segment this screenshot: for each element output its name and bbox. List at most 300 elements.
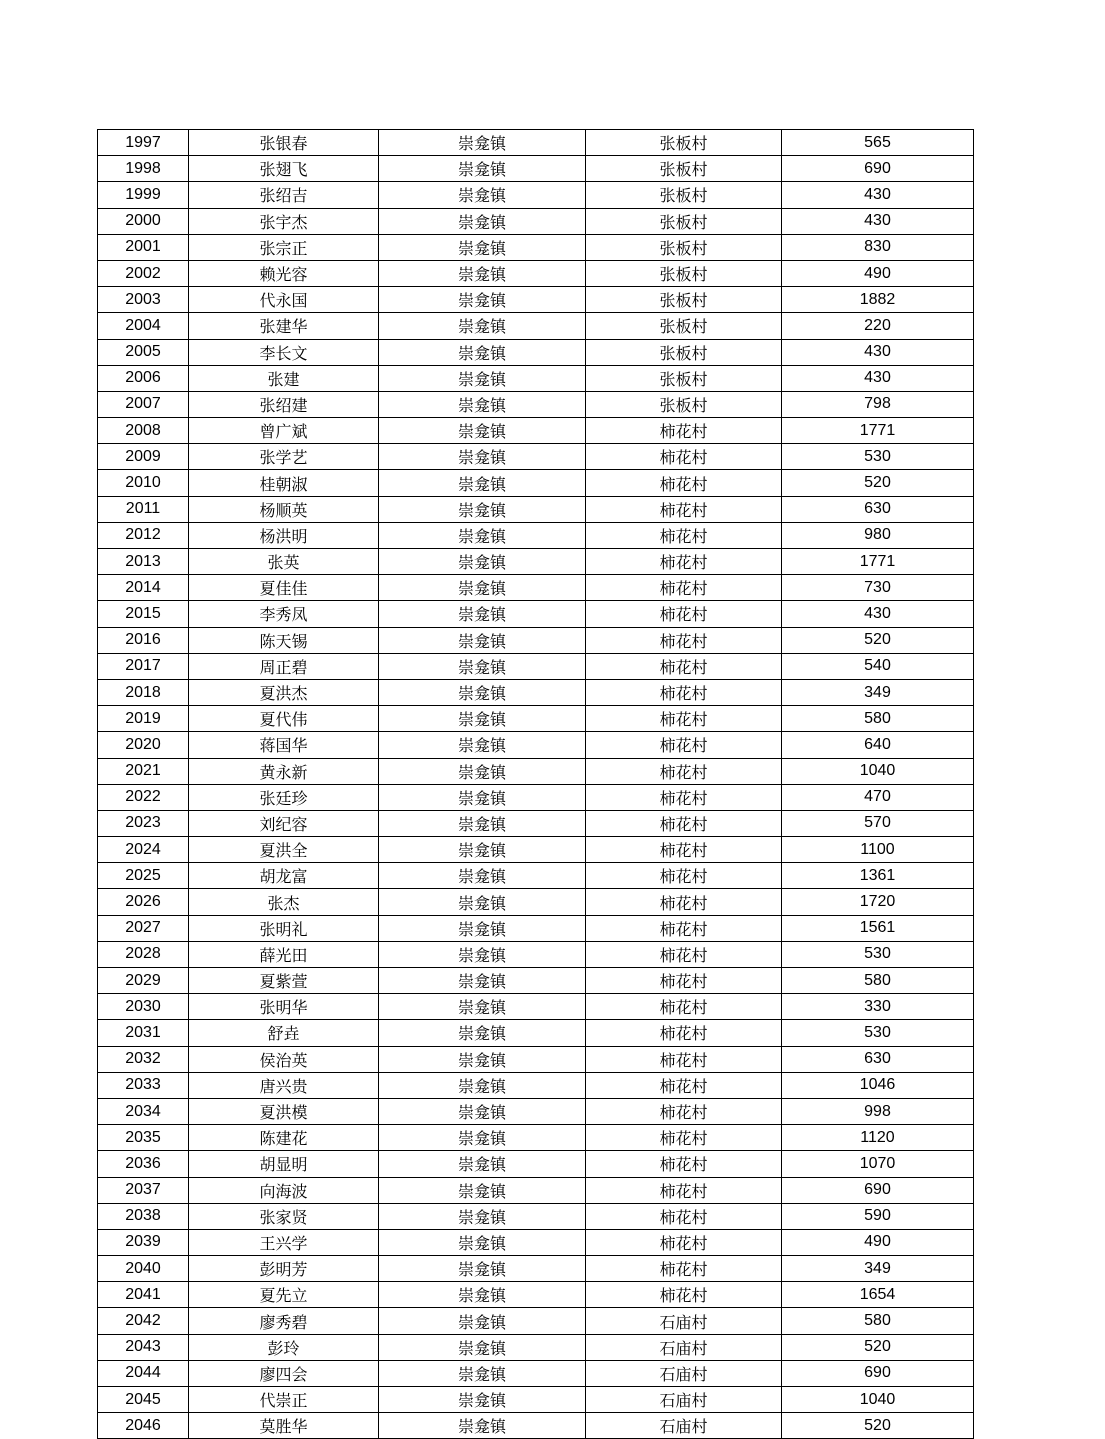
town-cell: 崇龛镇 xyxy=(379,758,586,784)
amount-cell: 998 xyxy=(782,1098,974,1124)
town-cell: 崇龛镇 xyxy=(379,627,586,653)
name-cell: 张学艺 xyxy=(189,444,379,470)
town-cell: 崇龛镇 xyxy=(379,1020,586,1046)
village-cell: 柿花村 xyxy=(586,575,782,601)
name-cell: 舒垚 xyxy=(189,1020,379,1046)
village-cell: 柿花村 xyxy=(586,1151,782,1177)
village-cell: 柿花村 xyxy=(586,1203,782,1229)
serial-number-cell: 2014 xyxy=(98,575,189,601)
village-cell: 张板村 xyxy=(586,182,782,208)
serial-number-cell: 2035 xyxy=(98,1125,189,1151)
village-cell: 张板村 xyxy=(586,287,782,313)
serial-number-cell: 2008 xyxy=(98,418,189,444)
amount-cell: 640 xyxy=(782,732,974,758)
name-cell: 夏洪杰 xyxy=(189,679,379,705)
name-cell: 杨顺英 xyxy=(189,496,379,522)
table-row xyxy=(98,208,974,234)
name-cell: 胡龙富 xyxy=(189,863,379,889)
amount-cell: 1100 xyxy=(782,837,974,863)
amount-cell: 1654 xyxy=(782,1282,974,1308)
town-cell: 崇龛镇 xyxy=(379,994,586,1020)
name-cell: 张绍吉 xyxy=(189,182,379,208)
table-row xyxy=(98,653,974,679)
serial-number-cell: 2025 xyxy=(98,863,189,889)
town-cell: 崇龛镇 xyxy=(379,732,586,758)
serial-number-cell: 2016 xyxy=(98,627,189,653)
town-cell: 崇龛镇 xyxy=(379,1098,586,1124)
table-row xyxy=(98,1151,974,1177)
town-cell: 崇龛镇 xyxy=(379,784,586,810)
serial-number-cell: 2024 xyxy=(98,837,189,863)
serial-number-cell: 2006 xyxy=(98,365,189,391)
name-cell: 桂朝淑 xyxy=(189,470,379,496)
amount-cell: 520 xyxy=(782,1334,974,1360)
name-cell: 赖光容 xyxy=(189,260,379,286)
serial-number-cell: 2044 xyxy=(98,1360,189,1386)
table-row xyxy=(98,1256,974,1282)
table-row xyxy=(98,679,974,705)
village-cell: 柿花村 xyxy=(586,863,782,889)
town-cell: 崇龛镇 xyxy=(379,1387,586,1413)
amount-cell: 490 xyxy=(782,260,974,286)
table-row xyxy=(98,522,974,548)
village-cell: 柿花村 xyxy=(586,1072,782,1098)
village-cell: 柿花村 xyxy=(586,1046,782,1072)
table-row xyxy=(98,470,974,496)
village-cell: 张板村 xyxy=(586,365,782,391)
amount-cell: 1046 xyxy=(782,1072,974,1098)
name-cell: 李秀凤 xyxy=(189,601,379,627)
serial-number-cell: 2034 xyxy=(98,1098,189,1124)
village-cell: 柿花村 xyxy=(586,1020,782,1046)
town-cell: 崇龛镇 xyxy=(379,391,586,417)
table-row xyxy=(98,601,974,627)
name-cell: 张绍建 xyxy=(189,391,379,417)
amount-cell: 530 xyxy=(782,1020,974,1046)
amount-cell: 1720 xyxy=(782,889,974,915)
town-cell: 崇龛镇 xyxy=(379,941,586,967)
name-cell: 侯治英 xyxy=(189,1046,379,1072)
serial-number-cell: 1997 xyxy=(98,130,189,156)
name-cell: 张宇杰 xyxy=(189,208,379,234)
town-cell: 崇龛镇 xyxy=(379,863,586,889)
name-cell: 夏紫萱 xyxy=(189,968,379,994)
town-cell: 崇龛镇 xyxy=(379,234,586,260)
amount-cell: 798 xyxy=(782,391,974,417)
table-row xyxy=(98,941,974,967)
serial-number-cell: 2017 xyxy=(98,653,189,679)
town-cell: 崇龛镇 xyxy=(379,679,586,705)
serial-number-cell: 2026 xyxy=(98,889,189,915)
table-row xyxy=(98,549,974,575)
amount-cell: 540 xyxy=(782,653,974,679)
table-row xyxy=(98,1282,974,1308)
town-cell: 崇龛镇 xyxy=(379,1203,586,1229)
serial-number-cell: 2013 xyxy=(98,549,189,575)
town-cell: 崇龛镇 xyxy=(379,889,586,915)
name-cell: 刘纪容 xyxy=(189,810,379,836)
name-cell: 夏先立 xyxy=(189,1282,379,1308)
village-cell: 柿花村 xyxy=(586,470,782,496)
town-cell: 崇龛镇 xyxy=(379,837,586,863)
village-cell: 石庙村 xyxy=(586,1387,782,1413)
serial-number-cell: 2020 xyxy=(98,732,189,758)
town-cell: 崇龛镇 xyxy=(379,915,586,941)
amount-cell: 690 xyxy=(782,1360,974,1386)
serial-number-cell: 2033 xyxy=(98,1072,189,1098)
table-row xyxy=(98,313,974,339)
amount-cell: 630 xyxy=(782,1046,974,1072)
name-cell: 王兴学 xyxy=(189,1229,379,1255)
table-row xyxy=(98,130,974,156)
table-row xyxy=(98,391,974,417)
name-cell: 张翅飞 xyxy=(189,156,379,182)
name-cell: 莫胜华 xyxy=(189,1413,379,1439)
name-cell: 张明礼 xyxy=(189,915,379,941)
amount-cell: 220 xyxy=(782,313,974,339)
serial-number-cell: 2030 xyxy=(98,994,189,1020)
amount-cell: 430 xyxy=(782,365,974,391)
village-cell: 柿花村 xyxy=(586,784,782,810)
amount-cell: 570 xyxy=(782,810,974,836)
town-cell: 崇龛镇 xyxy=(379,1046,586,1072)
table-row xyxy=(98,444,974,470)
amount-cell: 1040 xyxy=(782,1387,974,1413)
village-cell: 张板村 xyxy=(586,234,782,260)
amount-cell: 520 xyxy=(782,627,974,653)
town-cell: 崇龛镇 xyxy=(379,1308,586,1334)
amount-cell: 1040 xyxy=(782,758,974,784)
town-cell: 崇龛镇 xyxy=(379,339,586,365)
village-cell: 柿花村 xyxy=(586,941,782,967)
serial-number-cell: 2022 xyxy=(98,784,189,810)
amount-cell: 430 xyxy=(782,339,974,365)
name-cell: 杨洪明 xyxy=(189,522,379,548)
serial-number-cell: 2036 xyxy=(98,1151,189,1177)
table-row xyxy=(98,287,974,313)
town-cell: 崇龛镇 xyxy=(379,1229,586,1255)
town-cell: 崇龛镇 xyxy=(379,444,586,470)
town-cell: 崇龛镇 xyxy=(379,1177,586,1203)
name-cell: 张家贤 xyxy=(189,1203,379,1229)
serial-number-cell: 2041 xyxy=(98,1282,189,1308)
serial-number-cell: 1999 xyxy=(98,182,189,208)
table-row xyxy=(98,260,974,286)
town-cell: 崇龛镇 xyxy=(379,496,586,522)
table-row xyxy=(98,784,974,810)
town-cell: 崇龛镇 xyxy=(379,1256,586,1282)
village-cell: 石庙村 xyxy=(586,1308,782,1334)
town-cell: 崇龛镇 xyxy=(379,601,586,627)
serial-number-cell: 2037 xyxy=(98,1177,189,1203)
name-cell: 廖四会 xyxy=(189,1360,379,1386)
village-cell: 柿花村 xyxy=(586,915,782,941)
name-cell: 张杰 xyxy=(189,889,379,915)
name-cell: 张明华 xyxy=(189,994,379,1020)
village-cell: 柿花村 xyxy=(586,679,782,705)
amount-cell: 830 xyxy=(782,234,974,260)
serial-number-cell: 2004 xyxy=(98,313,189,339)
serial-number-cell: 2010 xyxy=(98,470,189,496)
village-cell: 柿花村 xyxy=(586,758,782,784)
village-cell: 柿花村 xyxy=(586,627,782,653)
serial-number-cell: 2002 xyxy=(98,260,189,286)
amount-cell: 580 xyxy=(782,1308,974,1334)
town-cell: 崇龛镇 xyxy=(379,182,586,208)
village-cell: 柿花村 xyxy=(586,418,782,444)
table-row xyxy=(98,1046,974,1072)
serial-number-cell: 2027 xyxy=(98,915,189,941)
village-cell: 柿花村 xyxy=(586,889,782,915)
table-row xyxy=(98,156,974,182)
village-cell: 柿花村 xyxy=(586,1282,782,1308)
village-cell: 石庙村 xyxy=(586,1360,782,1386)
serial-number-cell: 2023 xyxy=(98,810,189,836)
name-cell: 唐兴贵 xyxy=(189,1072,379,1098)
amount-cell: 1361 xyxy=(782,863,974,889)
name-cell: 薛光田 xyxy=(189,941,379,967)
table-row xyxy=(98,365,974,391)
village-cell: 柿花村 xyxy=(586,706,782,732)
name-cell: 曾广斌 xyxy=(189,418,379,444)
town-cell: 崇龛镇 xyxy=(379,653,586,679)
serial-number-cell: 2003 xyxy=(98,287,189,313)
amount-cell: 630 xyxy=(782,496,974,522)
village-cell: 柿花村 xyxy=(586,837,782,863)
amount-cell: 349 xyxy=(782,679,974,705)
name-cell: 陈天锡 xyxy=(189,627,379,653)
village-cell: 柿花村 xyxy=(586,1125,782,1151)
name-cell: 代崇正 xyxy=(189,1387,379,1413)
table-row xyxy=(98,915,974,941)
town-cell: 崇龛镇 xyxy=(379,1072,586,1098)
table-row xyxy=(98,1072,974,1098)
serial-number-cell: 2042 xyxy=(98,1308,189,1334)
table-row xyxy=(98,1387,974,1413)
town-cell: 崇龛镇 xyxy=(379,260,586,286)
serial-number-cell: 2046 xyxy=(98,1413,189,1439)
serial-number-cell: 2015 xyxy=(98,601,189,627)
name-cell: 蒋国华 xyxy=(189,732,379,758)
serial-number-cell: 2018 xyxy=(98,679,189,705)
table-row xyxy=(98,339,974,365)
table-row xyxy=(98,1334,974,1360)
village-cell: 张板村 xyxy=(586,313,782,339)
village-cell: 石庙村 xyxy=(586,1334,782,1360)
table-row xyxy=(98,234,974,260)
serial-number-cell: 2007 xyxy=(98,391,189,417)
name-cell: 夏代伟 xyxy=(189,706,379,732)
town-cell: 崇龛镇 xyxy=(379,706,586,732)
town-cell: 崇龛镇 xyxy=(379,208,586,234)
village-cell: 柿花村 xyxy=(586,1098,782,1124)
village-cell: 张板村 xyxy=(586,260,782,286)
amount-cell: 490 xyxy=(782,1229,974,1255)
amount-cell: 520 xyxy=(782,470,974,496)
table-row xyxy=(98,1413,974,1439)
amount-cell: 470 xyxy=(782,784,974,810)
serial-number-cell: 2019 xyxy=(98,706,189,732)
table-row xyxy=(98,496,974,522)
town-cell: 崇龛镇 xyxy=(379,130,586,156)
name-cell: 廖秀碧 xyxy=(189,1308,379,1334)
serial-number-cell: 2045 xyxy=(98,1387,189,1413)
serial-number-cell: 2005 xyxy=(98,339,189,365)
table-row xyxy=(98,1098,974,1124)
village-cell: 柿花村 xyxy=(586,732,782,758)
amount-cell: 690 xyxy=(782,156,974,182)
town-cell: 崇龛镇 xyxy=(379,418,586,444)
amount-cell: 580 xyxy=(782,968,974,994)
table-row xyxy=(98,732,974,758)
village-cell: 张板村 xyxy=(586,156,782,182)
name-cell: 周正碧 xyxy=(189,653,379,679)
village-cell: 柿花村 xyxy=(586,1229,782,1255)
town-cell: 崇龛镇 xyxy=(379,1151,586,1177)
town-cell: 崇龛镇 xyxy=(379,287,586,313)
town-cell: 崇龛镇 xyxy=(379,968,586,994)
village-cell: 柿花村 xyxy=(586,549,782,575)
amount-cell: 730 xyxy=(782,575,974,601)
town-cell: 崇龛镇 xyxy=(379,365,586,391)
serial-number-cell: 2032 xyxy=(98,1046,189,1072)
serial-number-cell: 2043 xyxy=(98,1334,189,1360)
amount-cell: 980 xyxy=(782,522,974,548)
village-cell: 柿花村 xyxy=(586,653,782,679)
amount-cell: 530 xyxy=(782,444,974,470)
town-cell: 崇龛镇 xyxy=(379,522,586,548)
name-cell: 夏洪全 xyxy=(189,837,379,863)
table-row xyxy=(98,758,974,784)
serial-number-cell: 2012 xyxy=(98,522,189,548)
town-cell: 崇龛镇 xyxy=(379,313,586,339)
village-cell: 柿花村 xyxy=(586,522,782,548)
amount-cell: 330 xyxy=(782,994,974,1020)
table-row xyxy=(98,418,974,444)
table-row xyxy=(98,863,974,889)
name-cell: 张银春 xyxy=(189,130,379,156)
amount-cell: 349 xyxy=(782,1256,974,1282)
amount-cell: 1771 xyxy=(782,418,974,444)
table-row xyxy=(98,627,974,653)
data-table xyxy=(97,129,974,1439)
town-cell: 崇龛镇 xyxy=(379,1282,586,1308)
table-row xyxy=(98,1229,974,1255)
name-cell: 张建 xyxy=(189,365,379,391)
serial-number-cell: 2038 xyxy=(98,1203,189,1229)
amount-cell: 1882 xyxy=(782,287,974,313)
amount-cell: 690 xyxy=(782,1177,974,1203)
table-row xyxy=(98,706,974,732)
table-row xyxy=(98,1360,974,1386)
name-cell: 张英 xyxy=(189,549,379,575)
village-cell: 柿花村 xyxy=(586,1177,782,1203)
town-cell: 崇龛镇 xyxy=(379,549,586,575)
village-cell: 柿花村 xyxy=(586,1256,782,1282)
town-cell: 崇龛镇 xyxy=(379,470,586,496)
village-cell: 张板村 xyxy=(586,130,782,156)
table-row xyxy=(98,1177,974,1203)
name-cell: 张建华 xyxy=(189,313,379,339)
serial-number-cell: 2000 xyxy=(98,208,189,234)
name-cell: 夏佳佳 xyxy=(189,575,379,601)
amount-cell: 520 xyxy=(782,1413,974,1439)
name-cell: 向海波 xyxy=(189,1177,379,1203)
name-cell: 彭明芳 xyxy=(189,1256,379,1282)
table-row xyxy=(98,1308,974,1334)
town-cell: 崇龛镇 xyxy=(379,575,586,601)
town-cell: 崇龛镇 xyxy=(379,1334,586,1360)
amount-cell: 430 xyxy=(782,601,974,627)
table-row xyxy=(98,837,974,863)
name-cell: 代永国 xyxy=(189,287,379,313)
amount-cell: 1771 xyxy=(782,549,974,575)
serial-number-cell: 2031 xyxy=(98,1020,189,1046)
town-cell: 崇龛镇 xyxy=(379,810,586,836)
table-row xyxy=(98,1203,974,1229)
village-cell: 张板村 xyxy=(586,339,782,365)
name-cell: 陈建花 xyxy=(189,1125,379,1151)
serial-number-cell: 2009 xyxy=(98,444,189,470)
table-row xyxy=(98,575,974,601)
town-cell: 崇龛镇 xyxy=(379,1360,586,1386)
serial-number-cell: 2021 xyxy=(98,758,189,784)
village-cell: 柿花村 xyxy=(586,496,782,522)
amount-cell: 1561 xyxy=(782,915,974,941)
amount-cell: 530 xyxy=(782,941,974,967)
serial-number-cell: 2040 xyxy=(98,1256,189,1282)
village-cell: 柿花村 xyxy=(586,994,782,1020)
village-cell: 柿花村 xyxy=(586,810,782,836)
amount-cell: 565 xyxy=(782,130,974,156)
table-row xyxy=(98,968,974,994)
serial-number-cell: 2028 xyxy=(98,941,189,967)
town-cell: 崇龛镇 xyxy=(379,1125,586,1151)
name-cell: 李长文 xyxy=(189,339,379,365)
town-cell: 崇龛镇 xyxy=(379,156,586,182)
name-cell: 黄永新 xyxy=(189,758,379,784)
table-row xyxy=(98,1125,974,1151)
name-cell: 张宗正 xyxy=(189,234,379,260)
village-cell: 柿花村 xyxy=(586,968,782,994)
name-cell: 张廷珍 xyxy=(189,784,379,810)
amount-cell: 430 xyxy=(782,208,974,234)
village-cell: 张板村 xyxy=(586,391,782,417)
town-cell: 崇龛镇 xyxy=(379,1413,586,1439)
serial-number-cell: 2011 xyxy=(98,496,189,522)
village-cell: 柿花村 xyxy=(586,444,782,470)
amount-cell: 1070 xyxy=(782,1151,974,1177)
name-cell: 胡显明 xyxy=(189,1151,379,1177)
table-row xyxy=(98,889,974,915)
serial-number-cell: 2001 xyxy=(98,234,189,260)
table-body xyxy=(98,130,974,1439)
name-cell: 彭玲 xyxy=(189,1334,379,1360)
table-row xyxy=(98,182,974,208)
serial-number-cell: 1998 xyxy=(98,156,189,182)
amount-cell: 580 xyxy=(782,706,974,732)
village-cell: 张板村 xyxy=(586,208,782,234)
table-row xyxy=(98,994,974,1020)
amount-cell: 1120 xyxy=(782,1125,974,1151)
table-row xyxy=(98,810,974,836)
amount-cell: 430 xyxy=(782,182,974,208)
village-cell: 石庙村 xyxy=(586,1413,782,1439)
amount-cell: 590 xyxy=(782,1203,974,1229)
table-row xyxy=(98,1020,974,1046)
serial-number-cell: 2029 xyxy=(98,968,189,994)
serial-number-cell: 2039 xyxy=(98,1229,189,1255)
